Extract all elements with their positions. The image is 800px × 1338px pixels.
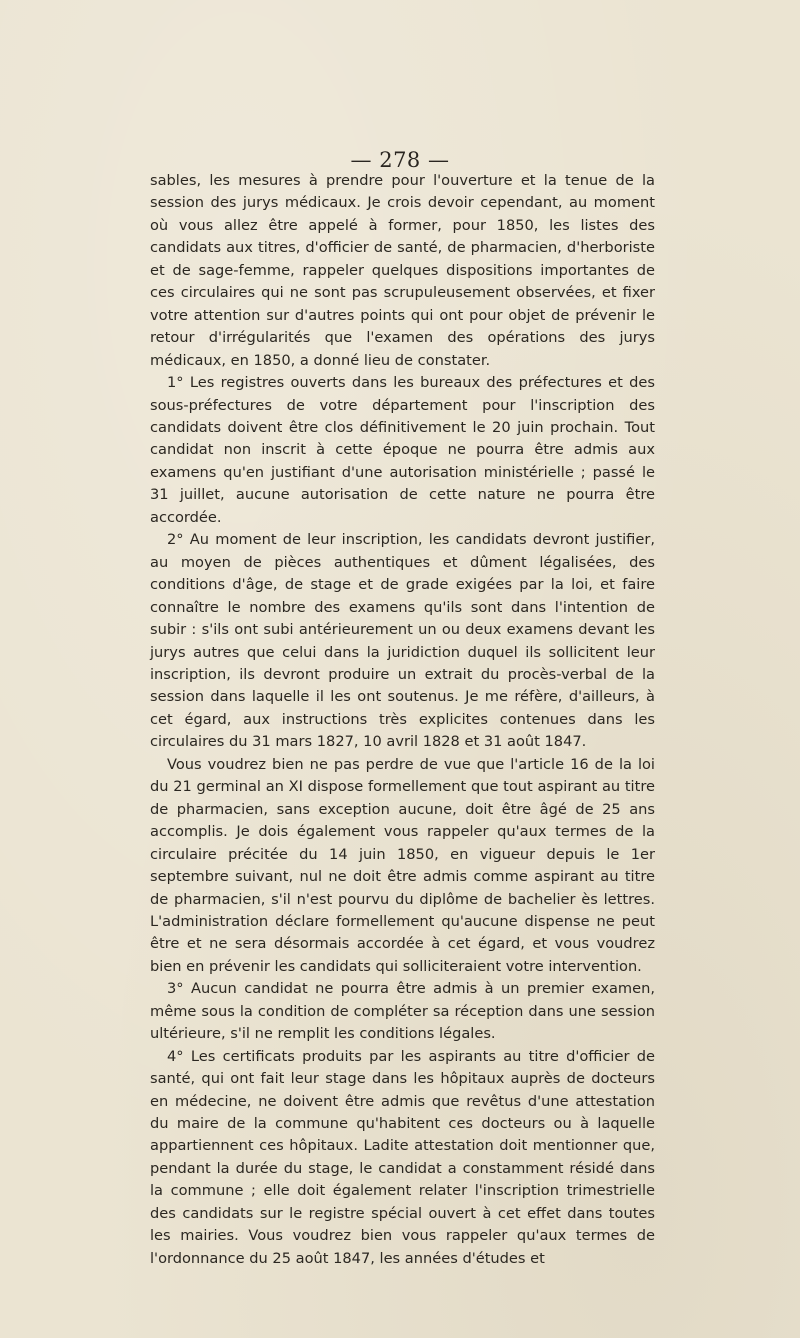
paragraph-6: 4° Les certificats produits par les aspirants au titre d'officier de santé, qui ont fait leur stage dans les hôpitaux auprès de docteurs en médecine, ne doivent être admis que revêtus d'une attestation du maire de la commune qu'habitent ces docteurs ou à laquelle appartiennent ces hôpitaux. Ladite attestation doit mentionner que, pendant la durée du stage, le candidat a constamment résidé dans la commune ; elle doit également relater l'inscription trimestrielle des candidats sur le registre spécial ouvert à cet effet dans toutes les mairies. Vous voudrez bien vous rappeler qu'aux termes de l'ordonnance du 25 août 1847, les années d'études et bbox=[150, 1047, 655, 1267]
paragraph-1: sables, les mesures à prendre pour l'ouverture et la tenue de la session des jurys médicaux. Je crois devoir cependant, au moment où vous allez être appelé à former, pour 1850, les listes des candidats aux titres, d'officier de santé, de pharmacien, d'herboriste et de sage-femme, rappeler quelques dispositions importantes de ces circulaires qui ne sont pas scrupuleusement observées, et fixer votre attention sur d'autres points qui ont pour objet de prévenir le retour d'irrégularités que l'examen des opérations des jurys médicaux, en 1850, a donné lieu de constater. bbox=[150, 172, 655, 369]
paragraph-2: 1° Les registres ouverts dans les bureaux des préfectures et des sous-préfectures de votre département pour l'inscription des candidats doivent être clos définitivement le 20 juin prochain. Tout candidat non inscrit à cette époque ne pourra être admis aux examens qu'en justifiant d'une autorisation ministérielle ; passé le 31 juillet, aucune autorisation de cette nature ne pourra être accordée. bbox=[150, 374, 655, 526]
body-text bbox=[150, 170, 655, 1270]
paragraph-3: 2° Au moment de leur inscription, les candidats devront justifier, au moyen de pièces authentiques et dûment légalisées, des conditions d'âge, de stage et de grade exigées par la loi, et faire connaître le nombre des examens qu'ils sont dans l'intention de subir : s'ils ont subi antérieurement un ou deux examens devant les jurys autres que celui dans la juridiction duquel ils sollicitent leur inscription, ils devront produire un extrait du procès-verbal de la session dans laquelle il les ont soutenus. Je me réfère, d'ailleurs, à cet égard, aux instructions très explicites contenues dans les circulaires du 31 mars 1827, 10 avril 1828 et 31 août 1847. bbox=[150, 531, 655, 751]
paragraph-5: 3° Aucun candidat ne pourra être admis à un premier examen, même sous la condition de compléter sa réception dans une session ultérieure, s'il ne remplit les conditions légales. bbox=[150, 980, 655, 1043]
page-number: — 278 — bbox=[350, 148, 450, 172]
paragraph-4: Vous voudrez bien ne pas perdre de vue que l'article 16 de la loi du 21 germinal an XI dispose formellement que tout aspirant au titre de pharmacien, sans exception aucune, doit être âgé de 25 ans accomplis. Je dois également vous rappeler qu'aux termes de la circulaire précitée du 14 juin 1850, en vigueur depuis le 1er septembre suivant, nul ne doit être admis comme aspirant au titre de pharmacien, s'il n'est pourvu du diplôme de bachelier ès lettres. L'administration déclare formellement qu'aucune dispense ne peut être et ne sera désormais accordée à cet égard, et vous voudrez bien en prévenir les candidats qui solliciteraient votre intervention. bbox=[150, 755, 655, 975]
